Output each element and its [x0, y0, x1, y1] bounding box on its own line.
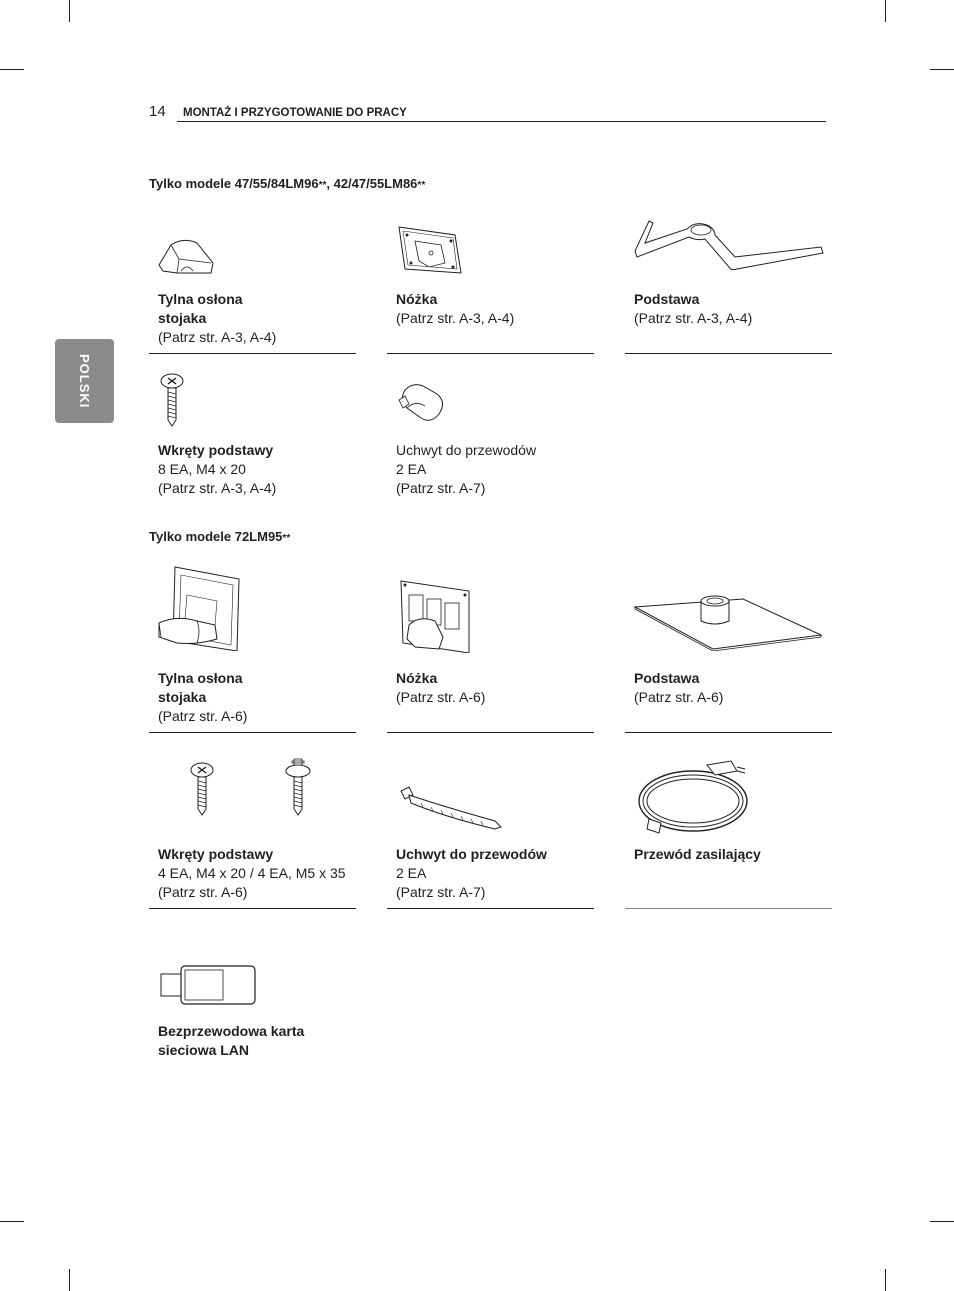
item-stand-screws: [149, 366, 356, 506]
section-title-2: [149, 529, 290, 544]
model-wildcard: **: [417, 180, 426, 191]
item-label: [396, 845, 547, 902]
item-name: Nóżka: [396, 670, 438, 686]
item-divider: [387, 908, 594, 909]
item-name: Bezprzewodowa karta: [158, 1023, 305, 1039]
item-quantity: 8 EA, M4 x 20: [158, 461, 246, 477]
item-label: [396, 441, 536, 498]
item-divider: [149, 908, 356, 909]
item-quantity: 4 EA, M4 x 20 / 4 EA, M5 x 35: [158, 865, 346, 881]
item-cable-holder: [387, 366, 594, 506]
item-reference: (Patrz str. A-3, A-4): [396, 310, 515, 326]
item-reference: (Patrz str. A-3, A-4): [634, 310, 753, 326]
item-reference: (Patrz str. A-7): [396, 480, 486, 496]
item-label: [634, 669, 723, 707]
model-wildcard: **: [282, 533, 291, 544]
item-reference: (Patrz str. A-6): [158, 884, 248, 900]
item-label: [634, 290, 752, 328]
power-cord-icon: [635, 757, 755, 837]
stand-rear-cover-icon: [157, 565, 241, 651]
item-reference: (Patrz str. A-6): [634, 689, 724, 705]
model-wildcard: **: [318, 180, 327, 191]
item-reference: (Patrz str. A-6): [396, 689, 486, 705]
stand-neck-icon: [395, 577, 473, 653]
item-name: Wkręty podstawy: [158, 442, 274, 458]
item-stand-neck-72: [387, 565, 594, 735]
item-quantity: 2 EA: [396, 461, 427, 477]
header-rule: [177, 121, 826, 122]
item-name: Przewód zasilający: [634, 846, 761, 862]
item-wireless-lan-card: [149, 960, 356, 1070]
section-title-text: Tylko modele 72LM95: [149, 529, 283, 544]
screw-m5-icon: [284, 755, 312, 817]
language-tab: POLSKI: [55, 339, 114, 423]
item-quantity: 2 EA: [396, 865, 427, 881]
item-name: sieciowa LAN: [158, 1042, 250, 1058]
item-cable-tie: [387, 755, 594, 911]
item-reference: (Patrz str. A-7): [396, 884, 486, 900]
item-name: Nóżka: [396, 291, 438, 307]
item-name: Tylna osłona: [158, 291, 243, 307]
item-divider: [387, 732, 594, 733]
item-label: [634, 845, 761, 864]
section-title-text: Tylko modele 47/55/84LM96: [149, 176, 319, 191]
item-divider: [625, 908, 832, 909]
stand-neck-icon: [395, 223, 463, 277]
item-divider: [625, 732, 832, 733]
item-divider: [625, 353, 832, 354]
crop-mark: [930, 69, 954, 70]
item-reference: (Patrz str. A-3, A-4): [158, 329, 277, 345]
stand-rear-cover-icon: [157, 237, 215, 277]
page-number: 14: [149, 103, 166, 120]
crop-mark: [885, 1269, 886, 1291]
item-name: Wkręty podstawy: [158, 846, 274, 862]
item-stand-base-72: [625, 565, 832, 735]
item-label: [396, 669, 485, 707]
crop-mark: [0, 69, 24, 70]
item-name: Uchwyt do przewodów: [396, 846, 547, 862]
item-power-cord: [625, 755, 832, 911]
item-reference: (Patrz str. A-6): [158, 708, 248, 724]
crop-mark: [885, 0, 886, 22]
item-label: [158, 669, 247, 726]
item-label: [396, 290, 514, 328]
section-title-1: [149, 176, 425, 191]
item-stand-base: [625, 215, 832, 355]
item-stand-rear-cover-72: [149, 565, 356, 735]
item-name: Podstawa: [634, 670, 700, 686]
usb-dongle-icon: [159, 964, 257, 1006]
item-name: stojaka: [158, 310, 207, 326]
screw-m4-icon: [189, 761, 215, 817]
item-name: stojaka: [158, 689, 207, 705]
stand-base-icon: [631, 217, 827, 275]
item-label: [158, 845, 346, 902]
section-title-text: , 42/47/55LM86: [326, 176, 418, 191]
item-name: Tylna osłona: [158, 670, 243, 686]
item-reference: (Patrz str. A-3, A-4): [158, 480, 277, 496]
item-divider: [149, 353, 356, 354]
crop-mark: [930, 1221, 954, 1222]
item-label: [158, 441, 276, 498]
item-stand-screws-72: [149, 755, 356, 911]
stand-base-icon: [633, 595, 823, 651]
item-name: Podstawa: [634, 291, 700, 307]
item-stand-neck: [387, 215, 594, 355]
cable-tie-icon: [395, 783, 505, 833]
item-label: [158, 290, 276, 347]
header-title: MONTAŻ I PRZYGOTOWANIE DO PRACY: [183, 107, 407, 119]
crop-mark: [69, 0, 70, 22]
item-divider: [149, 732, 356, 733]
screw-icon: [159, 372, 185, 428]
item-stand-rear-cover: [149, 215, 356, 355]
item-divider: [387, 353, 594, 354]
crop-mark: [69, 1269, 70, 1291]
cable-holder-icon: [395, 380, 445, 424]
item-name: Uchwyt do przewodów: [396, 442, 537, 458]
crop-mark: [0, 1221, 24, 1222]
item-label: [158, 1022, 304, 1060]
